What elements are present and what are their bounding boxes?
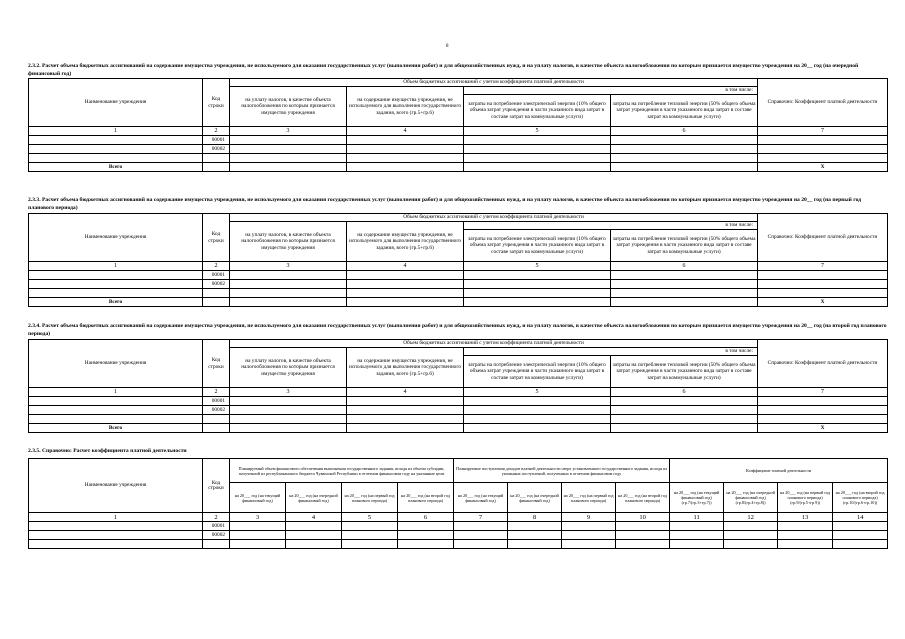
cell xyxy=(286,540,342,549)
colnum: 7 xyxy=(758,388,888,397)
colnum: 4 xyxy=(347,127,464,136)
cell xyxy=(670,531,724,540)
cell xyxy=(611,280,758,289)
colnum: 6 xyxy=(611,127,758,136)
cell xyxy=(464,289,611,298)
cell xyxy=(611,298,758,307)
cell xyxy=(230,298,347,307)
cell xyxy=(464,163,611,172)
header-group: Объем бюджетных ассигнований с учетом коэффициента платной деятельности xyxy=(230,340,758,348)
cell xyxy=(347,406,464,415)
cell xyxy=(758,145,888,154)
cell xyxy=(562,531,616,540)
cell xyxy=(230,540,286,549)
header-name: Наименование учреждения xyxy=(29,340,203,388)
budget-table-2-3-2 xyxy=(28,78,888,172)
cell xyxy=(347,298,464,307)
row-code: 00002 xyxy=(203,531,230,540)
total-label: Всего xyxy=(29,298,203,307)
cell xyxy=(611,397,758,406)
cell xyxy=(611,154,758,163)
cell xyxy=(464,397,611,406)
header-code: Код строки xyxy=(203,340,230,388)
header-heat: затраты на потребление тепловой энергии (50% общего объема затрат учреждения в части указанного вида затрат в составе затрат на коммунальные услуги) xyxy=(611,356,758,388)
cell xyxy=(347,424,464,433)
cell xyxy=(833,522,888,531)
row-code: 00002 xyxy=(203,145,230,154)
cell xyxy=(670,540,724,549)
cell xyxy=(29,522,203,531)
cell xyxy=(778,522,833,531)
cell xyxy=(758,397,888,406)
cell xyxy=(398,540,454,549)
cell xyxy=(464,136,611,145)
header-reference: Справочно: Коэффициент платной деятельности xyxy=(758,79,888,127)
header-including: в том числе: xyxy=(464,222,758,230)
cell xyxy=(29,406,203,415)
cell xyxy=(454,540,508,549)
header-heat: затраты на потребление тепловой энергии (50% общего объема затрат учреждения в части указанного вида затрат в составе затрат на коммунальные услуги) xyxy=(611,95,758,127)
colnum: 2 xyxy=(203,513,230,522)
cell xyxy=(29,397,203,406)
cell xyxy=(616,540,670,549)
cell xyxy=(203,415,230,424)
colnum: 5 xyxy=(342,513,398,522)
cell xyxy=(347,397,464,406)
cell xyxy=(758,154,888,163)
cell xyxy=(616,531,670,540)
cell xyxy=(611,424,758,433)
cell xyxy=(342,522,398,531)
cell xyxy=(611,163,758,172)
cell xyxy=(230,406,347,415)
colnum: 5 xyxy=(464,388,611,397)
coef-col: на 20___ год (на первый год планового периода) (гр.9/(гр.5+гр.9)) xyxy=(778,483,833,513)
cell xyxy=(230,280,347,289)
cell xyxy=(347,154,464,163)
cell xyxy=(724,540,778,549)
header-group: Объем бюджетных ассигнований с учетом коэффициента платной деятельности xyxy=(230,214,758,222)
coef-col: на 20___ год (на текущий финансовый год) (гр.7/(гр.3+гр.7)) xyxy=(670,483,724,513)
header-electricity: затраты на потребление электрической энергии (10% общего объема затрат учреждения в части указанного вида затрат в составе затрат на коммунальные услуги) xyxy=(464,356,611,388)
cell xyxy=(508,522,562,531)
colnum: 11 xyxy=(670,513,724,522)
cell xyxy=(398,522,454,531)
year-col: на 20___ год (на второй год планового периода) xyxy=(616,483,670,513)
summary-header-code: Код строки xyxy=(203,459,230,513)
cell xyxy=(611,145,758,154)
coefficient-table-2-3-5 xyxy=(28,458,888,549)
section-title-2-3-5: 2.3.5. Справочно: Расчет коэффициента платной деятельности xyxy=(28,448,187,454)
year-col: на 20___ год (на текущий финансовый год) xyxy=(230,483,286,513)
cell xyxy=(758,280,888,289)
header-including: в том числе: xyxy=(464,348,758,356)
colnum: 14 xyxy=(833,513,888,522)
colnum: 5 xyxy=(464,262,611,271)
cell xyxy=(230,136,347,145)
cell xyxy=(203,289,230,298)
year-col: на 20___ год (на первый год планового периода) xyxy=(562,483,616,513)
cell xyxy=(230,145,347,154)
cell xyxy=(611,271,758,280)
cell xyxy=(611,136,758,145)
cell xyxy=(724,531,778,540)
cell xyxy=(29,154,203,163)
header-tax: на уплату налогов, в качестве объекта налогообложения по которым признается имущество учреждения xyxy=(230,222,347,262)
cell xyxy=(203,540,230,549)
colnum: 10 xyxy=(616,513,670,522)
colnum: 13 xyxy=(778,513,833,522)
cell xyxy=(286,531,342,540)
budget-table-2-3-4 xyxy=(28,339,888,433)
cell xyxy=(203,154,230,163)
year-col: на 20___ год (на очередной финансовый год) xyxy=(508,483,562,513)
header-code: Код строки xyxy=(203,214,230,262)
section-title-2-3-2: 2.3.2. Расчет объема бюджетных ассигнований на содержание имущества учреждения, не используемого для оказания государственных услуг (выполнения работ) и для общехозяйственных нужд, и на уплату налогов, в качестве объекта налогообложения по которым признается имущество учреждения на 20__ год (на очередной финансовый год) xyxy=(28,63,859,77)
cell xyxy=(347,145,464,154)
cell xyxy=(230,271,347,280)
section-title-2-3-3: 2.3.3. Расчет объема бюджетных ассигнований на содержание имущества учреждения, не используемого для оказания государственных услуг (выполнения работ) и для общехозяйственных нужд, и на уплату налогов, в качестве объекта налогообложения по которым признается имущество учреждения на 20__ год (на первый год планового периода) xyxy=(28,197,862,211)
cell xyxy=(464,271,611,280)
cell xyxy=(833,531,888,540)
cell xyxy=(454,522,508,531)
row-code: 00002 xyxy=(203,280,230,289)
cell xyxy=(758,289,888,298)
header-code: Код строки xyxy=(203,79,230,127)
cell xyxy=(29,415,203,424)
cell xyxy=(398,531,454,540)
cell xyxy=(203,298,230,307)
budget-table-2-3-3 xyxy=(28,213,888,307)
cell xyxy=(562,522,616,531)
header-electricity: затраты на потребление электрической энергии (10% общего объема затрат учреждения в части указанного вида затрат в составе затрат на коммунальные услуги) xyxy=(464,230,611,262)
colnum: 12 xyxy=(724,513,778,522)
cell xyxy=(230,397,347,406)
header-reference: Справочно: Коэффициент платной деятельности xyxy=(758,214,888,262)
cell xyxy=(778,540,833,549)
total-label: Всего xyxy=(29,163,203,172)
cell xyxy=(464,415,611,424)
page-number: 8 xyxy=(446,44,449,49)
colnum: 7 xyxy=(454,513,508,522)
cell xyxy=(286,522,342,531)
cell xyxy=(347,280,464,289)
cell xyxy=(562,540,616,549)
cell xyxy=(29,289,203,298)
year-col: на 20___ год (на первый год планового периода) xyxy=(342,483,398,513)
header-name: Наименование учреждения xyxy=(29,214,203,262)
summary-group-1: Планируемый объем финансового обеспечения выполнения государственного задания, исходя из объема субсидии, полученной из республиканского бюджета Чувашской Республики в отчетном финансовом году на указанные цели xyxy=(230,459,454,483)
summary-header-name: Наименование учреждения xyxy=(29,459,203,513)
cell xyxy=(203,163,230,172)
colnum: 3 xyxy=(230,513,286,522)
cell xyxy=(29,136,203,145)
cell xyxy=(230,154,347,163)
cell xyxy=(347,163,464,172)
cell xyxy=(758,271,888,280)
colnum: 7 xyxy=(758,262,888,271)
colnum: 4 xyxy=(286,513,342,522)
colnum: 6 xyxy=(398,513,454,522)
cell xyxy=(29,280,203,289)
cell xyxy=(347,136,464,145)
cell xyxy=(230,424,347,433)
cell xyxy=(230,531,286,540)
colnum: 2 xyxy=(203,388,230,397)
coef-col: на 20___ год (на очередной финансовый год) (гр.8/(гр.4+гр.8)) xyxy=(724,483,778,513)
row-code: 00002 xyxy=(203,406,230,415)
header-including: в том числе: xyxy=(464,87,758,95)
cell xyxy=(203,424,230,433)
cell xyxy=(508,540,562,549)
header-heat: затраты на потребление тепловой энергии (50% общего объема затрат учреждения в части указанного вида затрат в составе затрат на коммунальные услуги) xyxy=(611,230,758,262)
cell xyxy=(833,540,888,549)
cell xyxy=(758,406,888,415)
cell xyxy=(230,289,347,298)
row-code: 00001 xyxy=(203,136,230,145)
cell xyxy=(347,271,464,280)
colnum: 1 xyxy=(29,127,203,136)
colnum: 3 xyxy=(230,388,347,397)
colnum: 4 xyxy=(347,388,464,397)
cell xyxy=(508,531,562,540)
row-code: 00001 xyxy=(203,522,230,531)
cell xyxy=(347,289,464,298)
year-col: на 20___ год (на второй год планового периода) xyxy=(398,483,454,513)
colnum: 3 xyxy=(230,262,347,271)
section-title-2-3-4: 2.3.4. Расчет объема бюджетных ассигнований на содержание имущества учреждения, не используемого для оказания государственных услуг (выполнения работ) и для общехозяйственных нужд, и на уплату налогов, в качестве объекта налогообложения по которым признается имущество учреждения на 20__ год (на второй год планового периода) xyxy=(28,323,887,337)
cell xyxy=(342,531,398,540)
cell xyxy=(464,145,611,154)
cell xyxy=(778,531,833,540)
cell xyxy=(230,522,286,531)
cell xyxy=(230,163,347,172)
header-tax: на уплату налогов, в качестве объекта налогообложения по которым признается имущество учреждения xyxy=(230,348,347,388)
cell xyxy=(616,522,670,531)
colnum: 1 xyxy=(29,388,203,397)
cell xyxy=(454,531,508,540)
colnum: 8 xyxy=(508,513,562,522)
x-mark: X xyxy=(758,298,888,307)
colnum: 4 xyxy=(347,262,464,271)
cell xyxy=(611,289,758,298)
coef-col: на 20___ год (на второй год планового периода) (гр.10/(гр.6+гр.10)) xyxy=(833,483,888,513)
colnum: 6 xyxy=(611,388,758,397)
summary-group-3: Коэффициент платной деятельности xyxy=(670,459,888,483)
colnum: 5 xyxy=(464,127,611,136)
cell xyxy=(758,136,888,145)
header-group: Объем бюджетных ассигнований с учетом коэффициента платной деятельности xyxy=(230,79,758,87)
cell xyxy=(29,540,203,549)
year-col: на 20___ год (на текущий финансовый год) xyxy=(454,483,508,513)
cell xyxy=(347,415,464,424)
colnum: 1 xyxy=(29,262,203,271)
header-electricity: затраты на потребление электрической энергии (10% общего объема затрат учреждения в части указанного вида затрат в составе затрат на коммунальные услуги) xyxy=(464,95,611,127)
cell xyxy=(670,522,724,531)
header-name: Наименование учреждения xyxy=(29,79,203,127)
cell xyxy=(230,415,347,424)
header-tax: на уплату налогов, в качестве объекта налогообложения по которым признается имущество учреждения xyxy=(230,87,347,127)
cell xyxy=(611,415,758,424)
cell xyxy=(29,271,203,280)
colnum: 9 xyxy=(562,513,616,522)
row-code: 00001 xyxy=(203,397,230,406)
header-maintenance: на содержание имущества учреждения, не используемого для выполнения государственного задания, всего (гр.5+гр.6) xyxy=(347,87,464,127)
row-code: 00001 xyxy=(203,271,230,280)
summary-group-2: Планируемые поступления доходов платной деятельности сверх установленного государственного задания, исходя из указанных поступлений, полученных в отчетном финансовом году xyxy=(454,459,670,483)
total-label: Всего xyxy=(29,424,203,433)
cell xyxy=(464,424,611,433)
colnum: 2 xyxy=(203,262,230,271)
x-mark: X xyxy=(758,424,888,433)
colnum: 2 xyxy=(203,127,230,136)
colnum: 7 xyxy=(758,127,888,136)
cell xyxy=(464,298,611,307)
cell xyxy=(464,406,611,415)
colnum: 1 xyxy=(29,513,203,522)
colnum: 3 xyxy=(230,127,347,136)
cell xyxy=(724,522,778,531)
cell xyxy=(342,540,398,549)
cell xyxy=(29,145,203,154)
cell xyxy=(758,415,888,424)
cell xyxy=(611,406,758,415)
header-maintenance: на содержание имущества учреждения, не используемого для выполнения государственного задания, всего (гр.5+гр.6) xyxy=(347,222,464,262)
cell xyxy=(29,531,203,540)
cell xyxy=(464,280,611,289)
x-mark: X xyxy=(758,163,888,172)
cell xyxy=(464,154,611,163)
header-maintenance: на содержание имущества учреждения, не используемого для выполнения государственного задания, всего (гр.5+гр.6) xyxy=(347,348,464,388)
colnum: 6 xyxy=(611,262,758,271)
header-reference: Справочно: Коэффициент платной деятельности xyxy=(758,340,888,388)
year-col: на 20___ год (на очередной финансовый год) xyxy=(286,483,342,513)
